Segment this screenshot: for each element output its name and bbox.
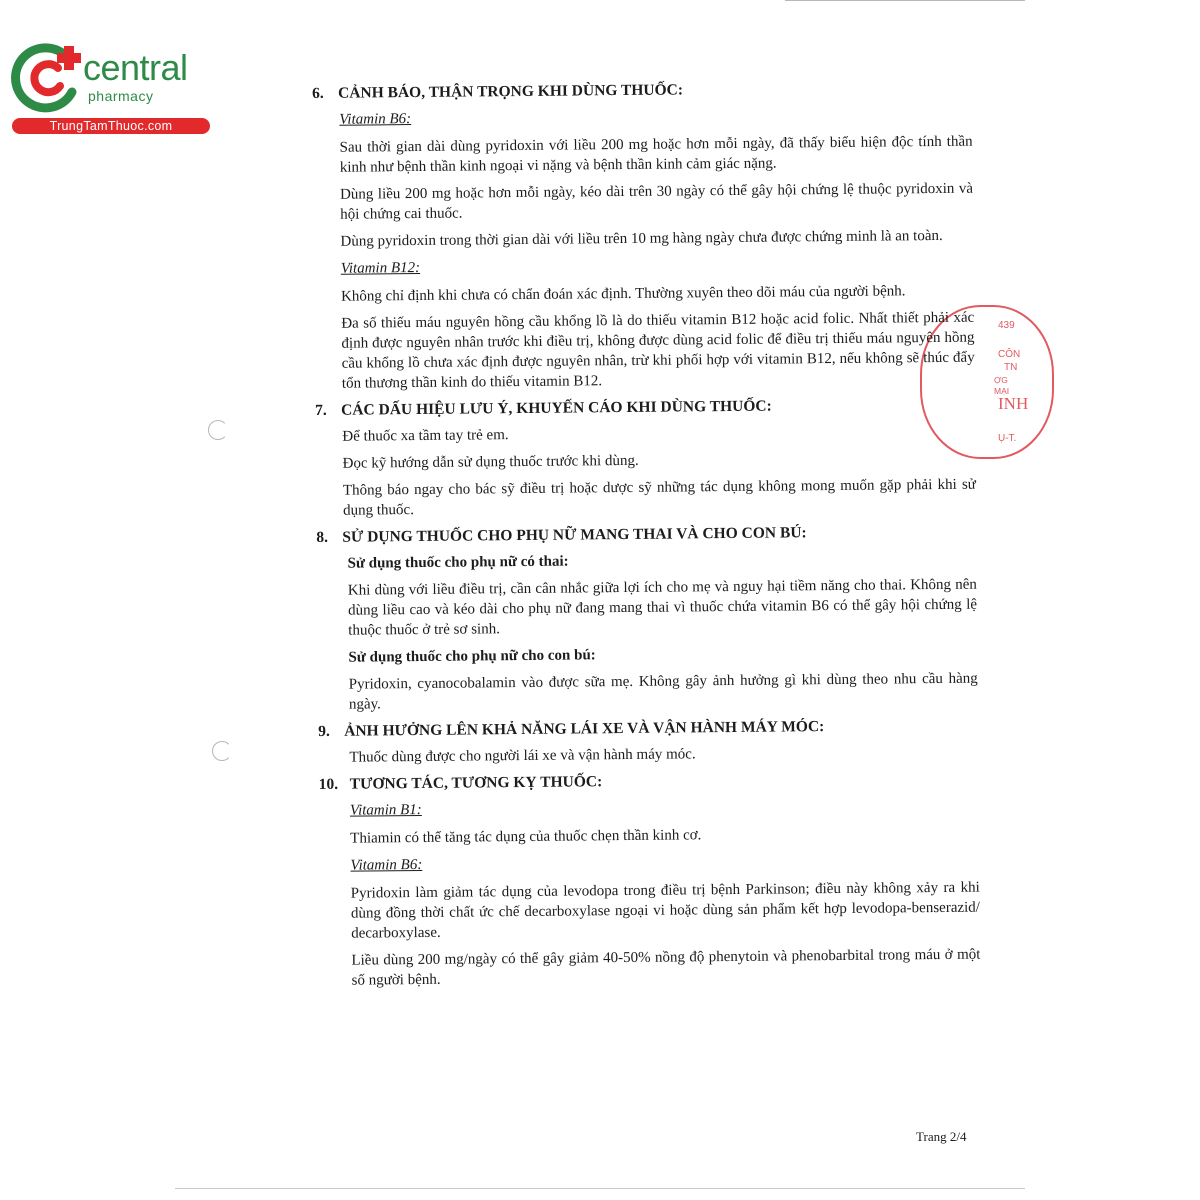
page-top-edge (785, 0, 1025, 1)
red-seal-stamp: 439 CÔN TN ỢG MẠI INH Ụ-T. (990, 305, 1025, 455)
paragraph: Liều dùng 200 mg/ngày có thể gây giảm 40-50% nồng độ phenytoin và phenobarbital trong máu ở một số người bệnh. (351, 946, 981, 989)
logo-website: TrungTamThuoc.com (12, 118, 210, 134)
subheading-vitamin-b1: Vitamin B1: (349, 801, 422, 819)
logo-brand-name: central (83, 47, 188, 88)
paragraph: Thông báo ngay cho bác sỹ điều trị hoặc dược sỹ những tác dụng không mong muốn gặp phải khi sử dụng thuốc. (342, 476, 976, 519)
document-body (312, 78, 981, 998)
section-heading: 10. TƯƠNG TÁC, TƯƠNG KỴ THUỐC: (318, 773, 603, 793)
paragraph: Pyridoxin làm giảm tác dụng của levodopa trong điều trị bệnh Parkinson; điều này không xảy ra khi dùng đồng thời chất ức chế decarboxylase ngoại vi hoặc dùng sản phẩm kết hợp levodopa-benserazid/ decarboxylase. (350, 879, 981, 942)
page-number: Trang 2/4 (916, 1129, 967, 1144)
paragraph: Đọc kỹ hướng dẫn sử dụng thuốc trước khi dùng. (342, 452, 639, 472)
paragraph: Thiamin có thể tăng tác dụng của thuốc chẹn thần kinh cơ. (350, 827, 702, 847)
paragraph: Dùng liều 200 mg hoặc hơn mỗi ngày, kéo dài trên 30 ngày có thể gây hội chứng lệ thuộc pyridoxin và hội chứng cai thuốc. (339, 180, 974, 223)
section-heading: 9. ẢNH HƯỞNG LÊN KHẢ NĂNG LÁI XE VÀ VẬN HÀNH MÁY MÓC: (318, 718, 825, 740)
paragraph: Khi dùng với liều điều trị, cần cân nhắc giữa lợi ích cho mẹ và nguy hại tiềm năng cho thai. Không nên dùng liều cao và kéo dài cho phụ nữ đang mang thai vì thuốc chứa vitamin B6 có thể gây hội chứng lệ thuộc thuốc ở trẻ sơ sinh. (347, 576, 978, 639)
logo-subtitle: pharmacy (88, 88, 154, 104)
punch-hole-icon (208, 420, 228, 440)
paragraph: Sau thời gian dài dùng pyridoxin với liều 200 mg hoặc hơn mỗi ngày, đã thấy biểu hiện độc tính thần kinh như bệnh thần kinh ngoại vi nặng và bệnh thần kinh cảm giác nặng. (339, 133, 973, 176)
paragraph: Không chỉ định khi chưa có chẩn đoán xác định. Thường xuyên theo dõi máu của người bệnh. (340, 283, 906, 305)
punch-hole-icon (212, 741, 232, 761)
pharmacy-cross-logo-icon (10, 38, 90, 118)
paragraph: Dùng pyridoxin trong thời gian dài với liều trên 10 mg hàng ngày chưa được chứng minh là an toàn. (340, 227, 943, 250)
subheading-breastfeeding: Sử dụng thuốc cho phụ nữ cho con bú: (348, 647, 596, 666)
section-heading: 7. CÁC DẤU HIỆU LƯU Ý, KHUYẾN CÁO KHI DÙNG THUỐC: (315, 397, 772, 419)
subheading-vitamin-b6: Vitamin B6: (350, 856, 423, 874)
section-heading: 6. CẢNH BÁO, THẬN TRỌNG KHI DÙNG THUỐC: (312, 81, 684, 102)
subheading-vitamin-b12: Vitamin B12: (340, 259, 421, 277)
section-heading: 8. SỬ DỤNG THUỐC CHO PHỤ NỮ MANG THAI VÀ CHO CON BÚ: (316, 524, 807, 546)
page-bottom-edge (175, 1188, 1025, 1189)
subheading-pregnancy: Sử dụng thuốc cho phụ nữ có thai: (347, 553, 569, 572)
paragraph: Pyridoxin, cyanocobalamin vào được sữa mẹ. Không gây ảnh hưởng gì khi dùng theo nhu cầu hàng ngày. (348, 670, 978, 713)
subheading-vitamin-b6: Vitamin B6: (339, 111, 412, 128)
paragraph: Thuốc dùng được cho người lái xe và vận hành máy móc. (349, 746, 696, 766)
paragraph: Đa số thiếu máu nguyên hồng cầu khổng lồ là do thiếu vitamin B12 hoặc acid folic. Nhất thiết phải xác định được nguyên nhân trước khi điều trị, không được dùng acid folic để điều trị thiếu máu nguyên hồng cầu khổng lồ chưa xác định được nguyên nhân, trừ khi phối hợp với vitamin B12, nếu không sẽ thúc đẩy tổn thương thần kinh do thiếu vitamin B12. (341, 309, 975, 392)
paragraph: Để thuốc xa tầm tay trẻ em. (342, 427, 509, 445)
